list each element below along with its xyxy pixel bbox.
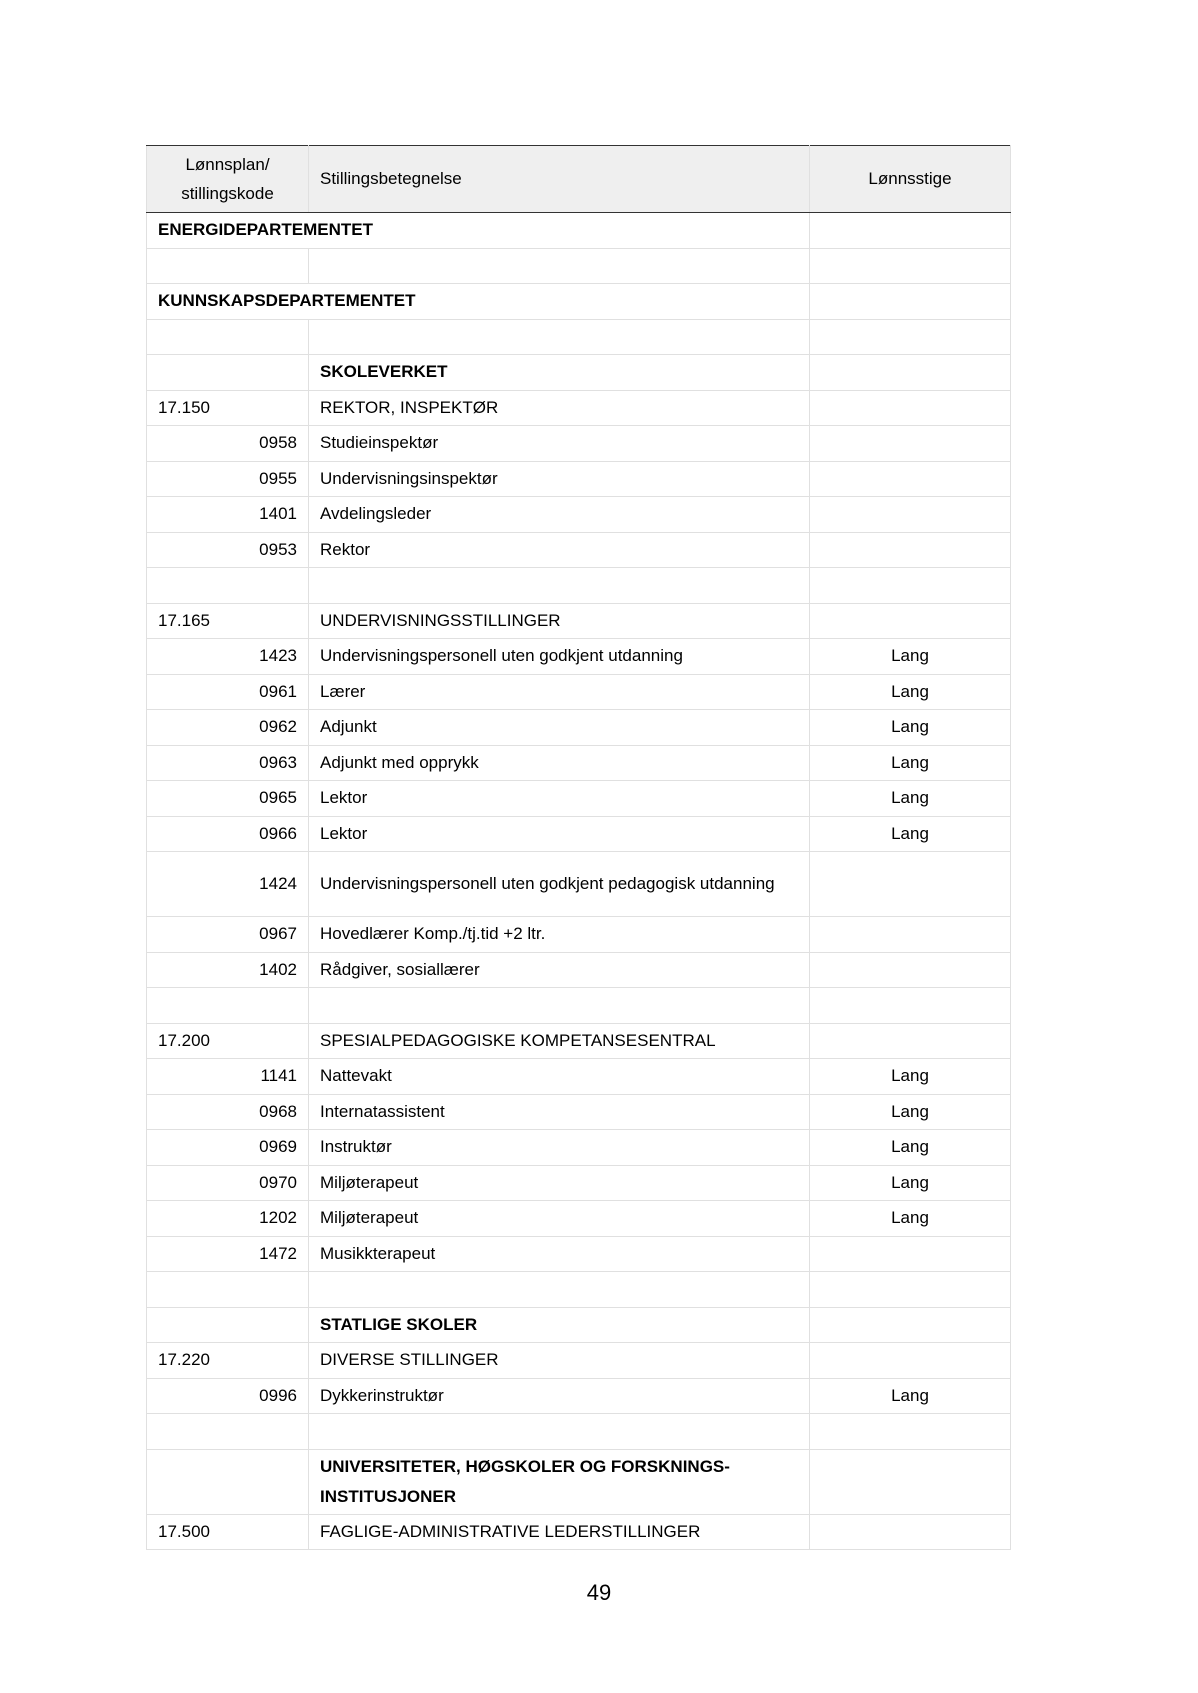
table-row-empty	[147, 1272, 1011, 1308]
stillingsbetegnelse-cell: Adjunkt	[309, 710, 810, 746]
stillingskode-cell: 0961	[147, 674, 309, 710]
table-row-code	[147, 710, 1011, 746]
lonnsplan-cell	[147, 319, 309, 355]
table-row-code	[147, 532, 1011, 568]
table-row-empty	[147, 568, 1011, 604]
lonnsstige-cell	[810, 568, 1011, 604]
lonnsplan-cell: 17.500	[147, 1514, 309, 1550]
stillingskode-cell: 1402	[147, 952, 309, 988]
lonnsplan-cell	[147, 988, 309, 1024]
table-row-section	[147, 1307, 1011, 1343]
lonnsstige-cell: Lang	[810, 1165, 1011, 1201]
header-stillingsbetegnelse: Stillingsbetegnelse	[309, 146, 810, 213]
lonnsstige-cell	[810, 497, 1011, 533]
stillingsbetegnelse-cell: Nattevakt	[309, 1059, 810, 1095]
table-row-dept	[147, 284, 1011, 320]
stillingskode-cell: 0967	[147, 917, 309, 953]
table-row-empty	[147, 988, 1011, 1024]
lonnsstige-cell: Lang	[810, 674, 1011, 710]
stillingsbetegnelse-cell: Avdelingsleder	[309, 497, 810, 533]
table-row-empty	[147, 248, 1011, 284]
stillingsbetegnelse-cell: Undervisningsinspektør	[309, 461, 810, 497]
stillingskode-cell: 0996	[147, 1378, 309, 1414]
stillingsbetegnelse-cell: Miljøterapeut	[309, 1165, 810, 1201]
table-row-code	[147, 497, 1011, 533]
lonnsstige-cell	[810, 532, 1011, 568]
stillingskode-cell: 1141	[147, 1059, 309, 1095]
stillingskode-cell: 1202	[147, 1201, 309, 1237]
table-row-plan	[147, 390, 1011, 426]
table-row-code	[147, 1236, 1011, 1272]
table-row-code	[147, 952, 1011, 988]
lonnsstige-cell: Lang	[810, 1094, 1011, 1130]
table-row-code	[147, 1059, 1011, 1095]
lonnsstige-cell	[810, 952, 1011, 988]
page-number: 49	[586, 1580, 612, 1605]
lonnsstige-cell	[810, 1236, 1011, 1272]
header-lonnsplan: Lønnsplan/ stillingskode	[147, 146, 309, 213]
stillingsbetegnelse-cell: Lærer	[309, 674, 810, 710]
stillingsbetegnelse-cell: Dykkerinstruktør	[309, 1378, 810, 1414]
lonnsplan-cell: 17.150	[147, 390, 309, 426]
table-row-section	[147, 355, 1011, 391]
lonnsstige-cell	[810, 390, 1011, 426]
lonnsplan-cell	[147, 1272, 309, 1308]
table-header	[147, 146, 1011, 213]
lonnsstige-cell	[810, 1307, 1011, 1343]
lonnsstige-cell	[810, 1414, 1011, 1450]
table-row-code	[147, 917, 1011, 953]
stillingsbetegnelse-cell	[309, 1414, 810, 1450]
lonnsstige-cell: Lang	[810, 1201, 1011, 1237]
lonnsstige-cell	[810, 1023, 1011, 1059]
stillingsbetegnelse-cell: Miljøterapeut	[309, 1201, 810, 1237]
stillingsbetegnelse-cell	[309, 319, 810, 355]
department-name: KUNNSKAPSDEPARTEMENTET	[147, 284, 810, 320]
lonnsstige-cell	[810, 988, 1011, 1024]
stillingsbetegnelse-cell: DIVERSE STILLINGER	[309, 1343, 810, 1379]
lonnsstige-cell	[810, 1449, 1011, 1514]
table-row-dept	[147, 213, 1011, 249]
lonnsstige-cell	[810, 461, 1011, 497]
stillingsbetegnelse-cell: Internatassistent	[309, 1094, 810, 1130]
stillingsbetegnelse-cell: FAGLIGE-ADMINISTRATIVE LEDERSTILLINGER	[309, 1514, 810, 1550]
lonnsstige-cell: Lang	[810, 745, 1011, 781]
lonnsstige-cell: Lang	[810, 639, 1011, 675]
lonnsstige-cell	[810, 426, 1011, 462]
stillingsbetegnelse-cell	[309, 248, 810, 284]
lonnsstige-cell	[810, 248, 1011, 284]
stillingsbetegnelse-cell: Adjunkt med opprykk	[309, 745, 810, 781]
lonnsstige-cell: Lang	[810, 1059, 1011, 1095]
lonnsstige-cell	[810, 213, 1011, 249]
stillingskode-cell: 0965	[147, 781, 309, 817]
table-body	[147, 213, 1011, 1550]
lonnsstige-cell	[810, 603, 1011, 639]
lonnsplan-cell	[147, 355, 309, 391]
table-row-code	[147, 1130, 1011, 1166]
table-row-code	[147, 852, 1011, 917]
table-row-code	[147, 1165, 1011, 1201]
header-lonnsstige: Lønnsstige	[810, 146, 1011, 213]
stillingskode-cell: 0953	[147, 532, 309, 568]
lonnsstige-cell	[810, 852, 1011, 917]
header-row	[147, 146, 1011, 213]
lonnsplan-cell: 17.200	[147, 1023, 309, 1059]
table-row-code	[147, 781, 1011, 817]
stillingsbetegnelse-cell: Studieinspektør	[309, 426, 810, 462]
lonnsplan-cell: 17.220	[147, 1343, 309, 1379]
stillingsbetegnelse-cell: SPESIALPEDAGOGISKE KOMPETANSESENTRAL	[309, 1023, 810, 1059]
table-row-plan	[147, 1514, 1011, 1550]
table-row-code	[147, 816, 1011, 852]
stillingskode-cell: 0969	[147, 1130, 309, 1166]
stillingsbetegnelse-cell: Rådgiver, sosiallærer	[309, 952, 810, 988]
lonnsplan-cell	[147, 1307, 309, 1343]
lonnsstige-cell	[810, 355, 1011, 391]
stillingskode-cell: 0962	[147, 710, 309, 746]
stillingsbetegnelse-cell: SKOLEVERKET	[309, 355, 810, 391]
table-row-plan	[147, 603, 1011, 639]
stillingsbetegnelse-cell: Rektor	[309, 532, 810, 568]
stillingskode-cell: 0958	[147, 426, 309, 462]
stillingskode-cell: 0966	[147, 816, 309, 852]
stillingsbetegnelse-cell	[309, 1272, 810, 1308]
lonnsplan-cell	[147, 1414, 309, 1450]
lonnsstige-cell: Lang	[810, 1130, 1011, 1166]
table-row-empty	[147, 319, 1011, 355]
stillingskode-cell: 0968	[147, 1094, 309, 1130]
stillingskode-cell: 0955	[147, 461, 309, 497]
stillingsbetegnelse-cell: Musikkterapeut	[309, 1236, 810, 1272]
stillingskode-cell: 0970	[147, 1165, 309, 1201]
stillingskode-cell: 0963	[147, 745, 309, 781]
table-row-code	[147, 1378, 1011, 1414]
lonnsstige-cell: Lang	[810, 816, 1011, 852]
table-row-empty	[147, 1414, 1011, 1450]
lonnsstige-cell	[810, 1272, 1011, 1308]
table-row-plan	[147, 1023, 1011, 1059]
stillingsbetegnelse-cell	[309, 568, 810, 604]
stillingsbetegnelse-cell: REKTOR, INSPEKTØR	[309, 390, 810, 426]
table-row-code	[147, 639, 1011, 675]
stillingsbetegnelse-cell: UNIVERSITETER, HØGSKOLER OG FORSKNINGS-INSTITUSJONER	[309, 1449, 810, 1514]
stillingskode-cell: 1401	[147, 497, 309, 533]
table-row-plan	[147, 1343, 1011, 1379]
stillingsbetegnelse-cell: Lektor	[309, 816, 810, 852]
lonnsstige-cell	[810, 917, 1011, 953]
salary-table	[146, 145, 1011, 1550]
stillingsbetegnelse-cell: Lektor	[309, 781, 810, 817]
lonnsstige-cell: Lang	[810, 710, 1011, 746]
stillingsbetegnelse-cell: Instruktør	[309, 1130, 810, 1166]
lonnsstige-cell	[810, 284, 1011, 320]
table-row-section	[147, 1449, 1011, 1514]
stillingskode-cell: 1424	[147, 852, 309, 917]
stillingsbetegnelse-cell: Undervisningspersonell uten godkjent utdanning	[309, 639, 810, 675]
stillingskode-cell: 1472	[147, 1236, 309, 1272]
lonnsstige-cell: Lang	[810, 781, 1011, 817]
lonnsplan-cell	[147, 1449, 309, 1514]
table-row-code	[147, 1094, 1011, 1130]
lonnsplan-cell: 17.165	[147, 603, 309, 639]
lonnsstige-cell	[810, 1343, 1011, 1379]
table-row-code	[147, 1201, 1011, 1237]
table-row-code	[147, 461, 1011, 497]
stillingsbetegnelse-cell: STATLIGE SKOLER	[309, 1307, 810, 1343]
lonnsstige-cell	[810, 319, 1011, 355]
lonnsstige-cell	[810, 1514, 1011, 1550]
table-row-code	[147, 745, 1011, 781]
stillingsbetegnelse-cell: Hovedlærer Komp./tj.tid +2 ltr.	[309, 917, 810, 953]
stillingskode-cell: 1423	[147, 639, 309, 675]
department-name: ENERGIDEPARTEMENTET	[147, 213, 810, 249]
stillingsbetegnelse-cell	[309, 988, 810, 1024]
table-row-code	[147, 426, 1011, 462]
lonnsplan-cell	[147, 248, 309, 284]
lonnsstige-cell: Lang	[810, 1378, 1011, 1414]
table-row-code	[147, 674, 1011, 710]
lonnsplan-cell	[147, 568, 309, 604]
stillingsbetegnelse-cell: Undervisningspersonell uten godkjent pedagogisk utdanning	[309, 852, 810, 917]
stillingsbetegnelse-cell: UNDERVISNINGSSTILLINGER	[309, 603, 810, 639]
